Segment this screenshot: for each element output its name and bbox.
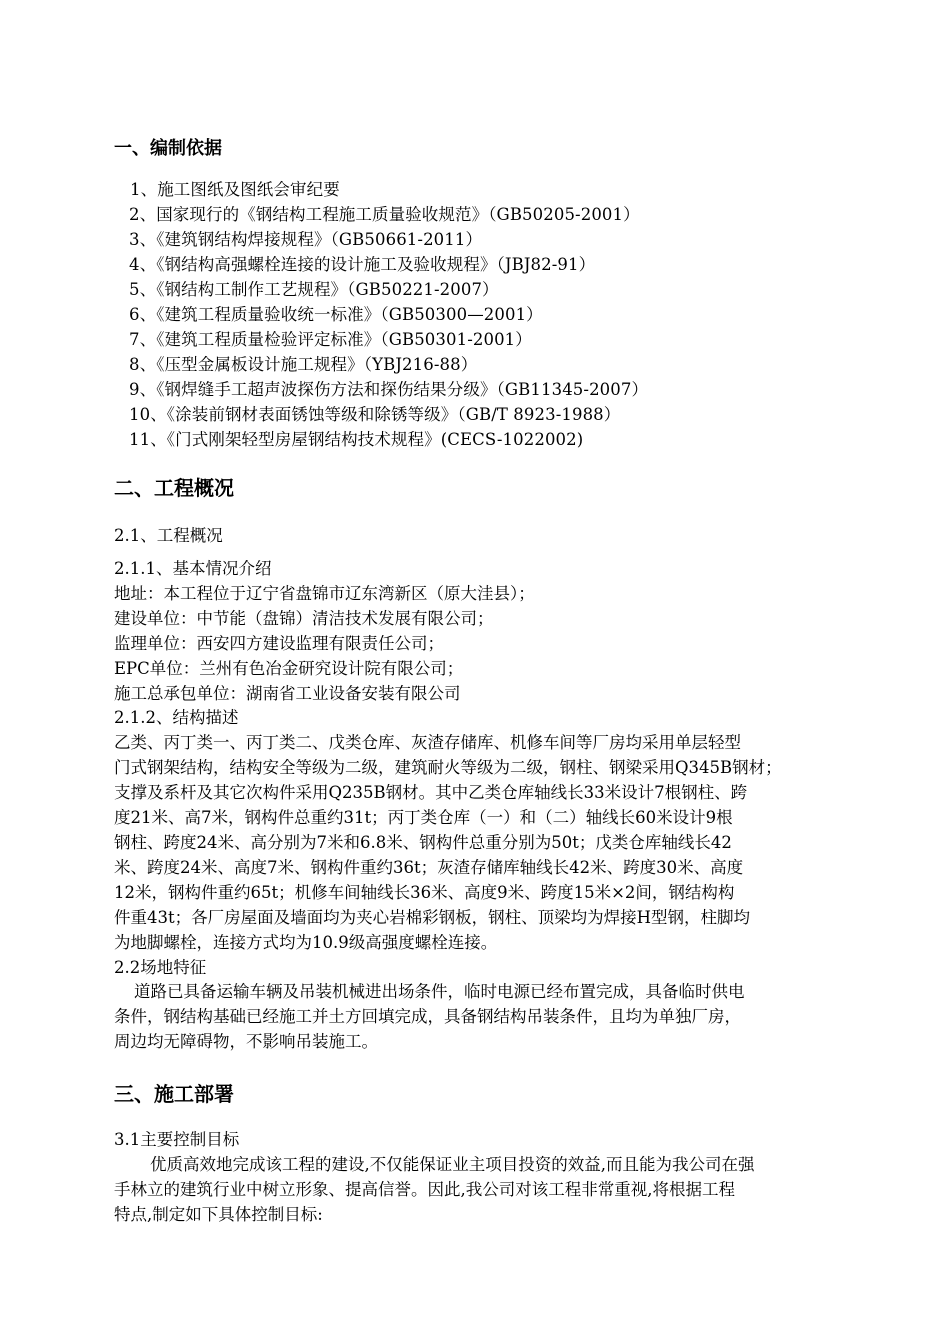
subsection-heading: 2.2场地特征 [114,957,207,977]
reference-item: 9、《钢焊缝手工超声波探伤方法和探伤结果分级》（GB11345-2007） [129,380,649,399]
info-line: 监理单位：西安四方建设监理有限责任公司； [114,633,444,653]
reference-item: 11、《门式刚架轻型房屋钢结构技术规程》(CECS-1022002) [129,430,584,449]
reference-item: 10、《涂装前钢材表面锈蚀等级和除锈等级》（GB/T 8923-1988） [129,405,621,424]
goal-line: 特点,制定如下具体控制目标: [114,1204,323,1224]
structure-line: 钢柱、跨度24米、高分别为7米和6.8米、钢构件总重分别为50t；戊类仓库轴线长42 [114,832,732,852]
reference-item: 2、国家现行的《钢结构工程施工质量验收规范》（GB50205-2001） [129,205,640,224]
structure-line: 支撑及系杆及其它次构件采用Q235B钢材。其中乙类仓库轴线长33米设计7根钢柱、跨 [114,783,748,803]
subsection-heading: 2.1.1、基本情况介绍 [114,559,272,578]
structure-line: 乙类、丙丁类一、丙丁类二、戊类仓库、灰渣存储库、机修车间等厂房均采用单层轻型 [114,733,741,753]
reference-item: 6、《建筑工程质量验收统一标准》（GB50300—2001） [129,305,543,324]
reference-item: 1、施工图纸及图纸会审纪要 [130,180,340,199]
info-line: EPC单位：兰州有色冶金研究设计院有限公司； [114,658,464,678]
site-line: 道路已具备运输车辆及吊装机械进出场条件，临时电源已经布置完成，具备临时供电 [134,982,745,1002]
site-line: 周边均无障碍物，不影响吊装施工。 [114,1032,378,1052]
structure-line: 为地脚螺栓，连接方式均为10.9级高强度螺栓连接。 [114,932,498,952]
section1-title: 一、编制依据 [114,138,222,159]
subsection-heading: 2.1、工程概况 [114,526,223,545]
reference-item: 5、《钢结构工制作工艺规程》（GB50221-2007） [129,280,499,299]
subsection-heading: 3.1主要控制目标 [114,1130,240,1149]
structure-line: 件重43t；各厂房屋面及墙面均为夹心岩棉彩钢板，钢柱、顶梁均为焊接H型钢，柱脚均 [114,907,751,927]
structure-line: 米、跨度24米、高度7米、钢构件重约36t；灰渣存储库轴线长42米、跨度30米、高度 [114,857,744,877]
structure-line: 门式钢架结构，结构安全等级为二级，建筑耐火等级为二级，钢柱、钢梁采用Q345B钢材； [114,758,782,778]
info-line: 施工总承包单位：湖南省工业设备安装有限公司 [114,683,461,703]
reference-item: 7、《建筑工程质量检验评定标准》（GB50301-2001） [129,330,532,349]
reference-item: 4、《钢结构高强螺栓连接的设计施工及验收规程》（JBJ82-91） [129,255,596,274]
goal-block [114,1128,864,1228]
info-line: 建设单位：中节能（盘锦）清洁技术发展有限公司； [114,608,494,628]
subsection-heading: 2.1.2、结构描述 [114,708,239,728]
section2-title: 二、工程概况 [114,476,234,500]
structure-line: 度21米、高7米，钢构件总重约31t；丙丁类仓库（一）和（二）轴线长60米设计9根 [114,808,733,828]
info-line: 地址：本工程位于辽宁省盘锦市辽东湾新区（原大洼县）； [114,583,535,603]
goal-line: 手林立的建筑行业中树立形象、提高信誉。因此,我公司对该工程非常重视,将根据工程 [114,1179,735,1199]
goal-line: 优质高效地完成该工程的建设,不仅能保证业主项目投资的效益,而且能为我公司在强 [150,1154,755,1174]
section3-title: 三、施工部署 [114,1082,234,1106]
basic-info-block [114,557,864,1055]
structure-line: 12米，钢构件重约65t；机修车间轴线长36米、高度9米、跨度15米×2间，钢结构构 [114,882,735,902]
reference-item: 8、《压型金属板设计施工规程》（YBJ216-88） [129,355,478,374]
reference-item: 3、《建筑钢结构焊接规程》（GB50661-2011） [129,230,483,249]
site-line: 条件，钢结构基础已经施工并土方回填完成，具备钢结构吊装条件，且均为单独厂房， [114,1007,741,1027]
